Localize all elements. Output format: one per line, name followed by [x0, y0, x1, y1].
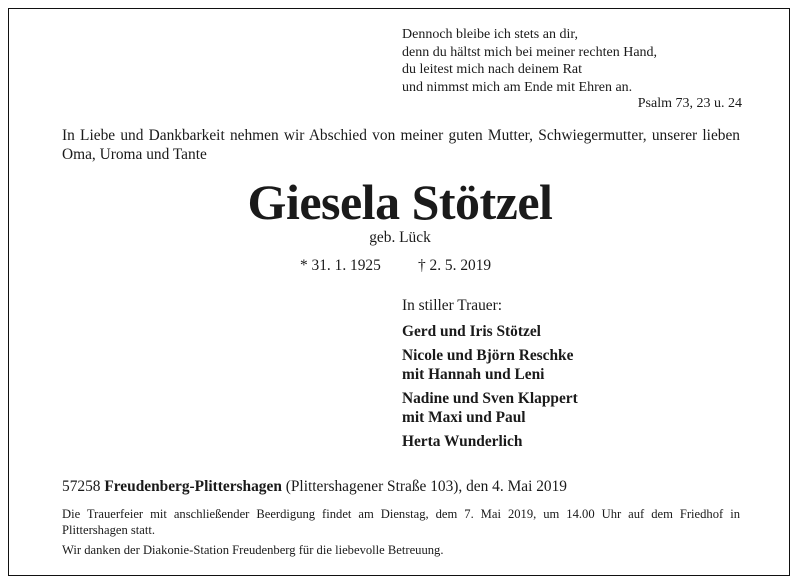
deceased-name: Giesela Stötzel	[247, 174, 553, 230]
verse-line: denn du hältst mich bei meiner rechten Hand,	[402, 44, 658, 60]
address-rest: (Plittershagener Straße 103), den 4. Mai 2019	[285, 478, 567, 495]
address-line	[62, 477, 567, 496]
mourner-entry	[402, 389, 578, 427]
mourning-label: In stiller Trauer:	[402, 297, 503, 314]
verse-line: du leitest mich nach deinem Rat	[402, 62, 583, 78]
mourner-entry	[402, 322, 578, 341]
mourner-line: Gerd und Iris Stötzel	[402, 323, 541, 340]
mourner-line: mit Hannah und Leni	[402, 366, 545, 383]
birth-name: geb. Lück	[369, 229, 431, 246]
postal-code: 57258	[62, 478, 101, 495]
town: Freudenberg-Plittershagen	[104, 478, 282, 495]
mourner-line: Nicole und Björn Reschke	[402, 347, 574, 364]
verse-block	[402, 26, 657, 96]
funeral-notice: Die Trauerfeier mit anschließender Beerdigung findet am Dienstag, dem 7. Mai 2019, um 14.00 Uhr auf dem Friedhof in Plittershagen statt.	[62, 507, 740, 537]
death-date: † 2. 5. 2019	[418, 257, 492, 274]
verse-source: Psalm 73, 23 u. 24	[637, 96, 742, 111]
verse-line: und nimmst mich am Ende mit Ehren an.	[402, 79, 633, 95]
mourner-line: mit Maxi und Paul	[402, 409, 526, 426]
intro-text: In Liebe und Dankbarkeit nehmen wir Abschied von meiner guten Mutter, Schwiegermutter, unserer lieben Oma, Uroma und Tante	[62, 127, 740, 163]
verse-line: Dennoch bleibe ich stets an dir,	[402, 27, 578, 42]
mourner-line: Nadine und Sven Klappert	[402, 390, 578, 407]
mourner-entry	[402, 346, 578, 384]
birth-date: * 31. 1. 1925	[300, 257, 381, 274]
mourners-list	[402, 322, 578, 456]
mourner-line: Herta Wunderlich	[402, 433, 523, 450]
mourner-entry	[402, 432, 578, 451]
thanks-note: Wir danken der Diakonie-Station Freudenberg für die liebevolle Betreuung.	[62, 543, 444, 557]
